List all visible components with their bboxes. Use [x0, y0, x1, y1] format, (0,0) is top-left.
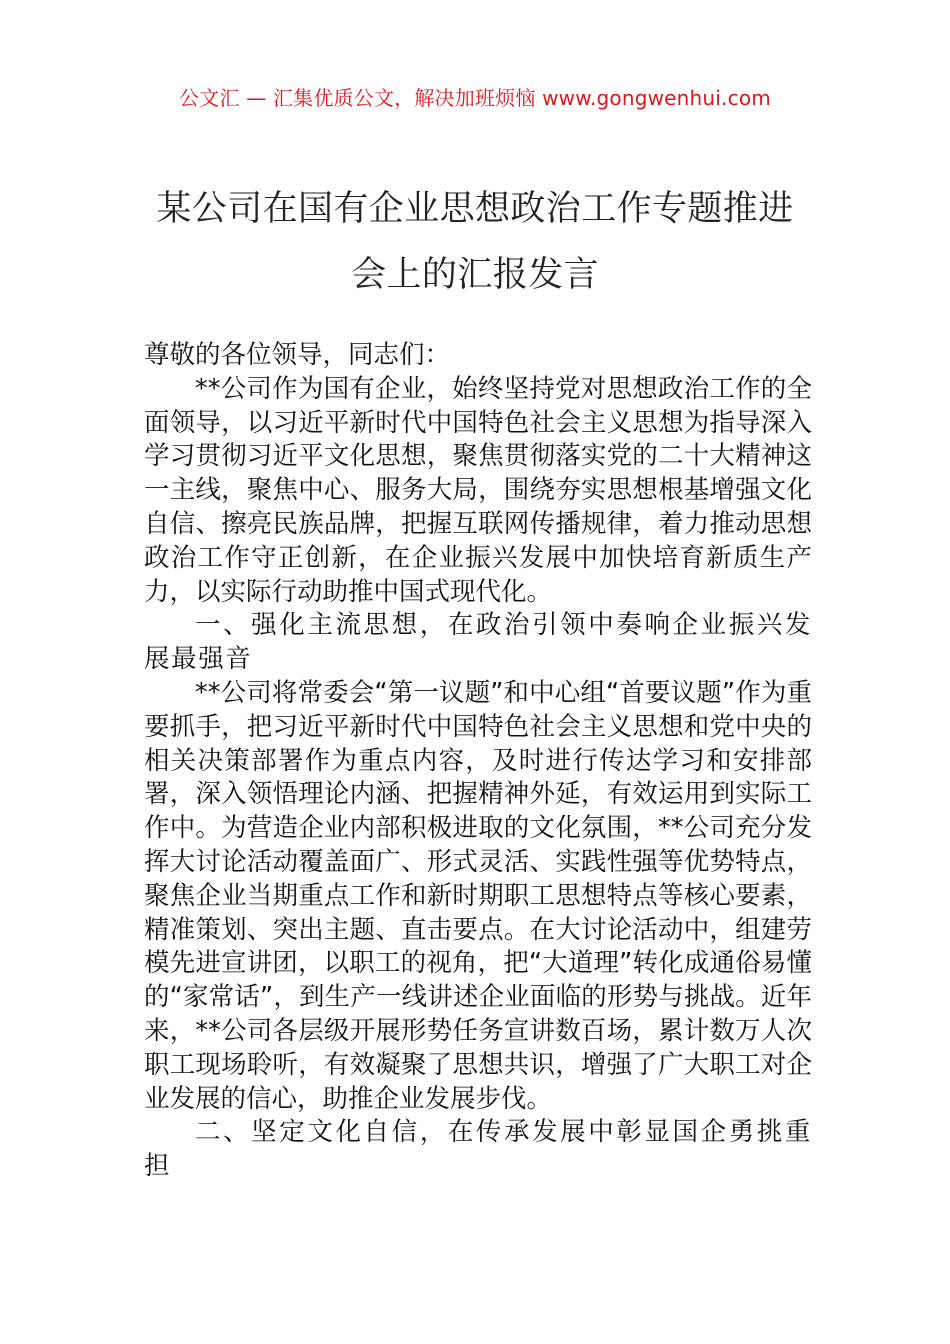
- document-body: [144, 339, 812, 1184]
- paragraph-section-1: **公司将常委会“第一议题”和中心组“首要议题”作为重要抓手，把习近平新时代中国特色社会主义思想和党中央的相关决策部署作为重点内容，及时进行传达学习和安排部署，深入领悟理论内涵、把握精神外延，有效运用到实际工作中。为营造企业内部积极进取的文化氛围，**公司充分发挥大讨论活动覆盖面广、形式灵活、实践性强等优势特点，聚焦企业当期重点工作和新时期职工思想特点等核心要素，精准策划、突出主题、直击要点。在大讨论活动中，组建劳模先进宣讲团，以职工的视角，把“大道理”转化成通俗易懂的“家常话”，到生产一线讲述企业面临的形势与挑战。近年来，**公司各层级开展形势任务宣讲数百场，累计数万人次职工现场聆听，有效凝聚了思想共识，增强了广大职工对企业发展的信心，助推企业发展步伐。: [144, 677, 812, 1114]
- salutation: 尊敬的各位领导，同志们：: [144, 340, 451, 370]
- section-heading-2: 二、坚定文化自信，在传承发展中彰显国企勇挑重担: [144, 1117, 812, 1182]
- title-line-1: 某公司在国有企业思想政治工作专题推进: [156, 189, 794, 229]
- site-banner: 公文汇 — 汇集优质公文，解决加班烦恼 www.gongwenhui.com: [179, 86, 771, 110]
- paragraph-intro: **公司作为国有企业，始终坚持党对思想政治工作的全面领导，以习近平新时代中国特色社会主义思想为指导深入学习贯彻习近平文化思想，聚焦贯彻落实党的二十大精神这一主线，聚焦中心、服务大局，围绕夯实思想根基增强文化自信、擦亮民族品牌，把握互联网传播规律，着力推动思想政治工作守正创新，在企业振兴发展中加快培育新质生产力，以实际行动助推中国式现代化。: [144, 373, 812, 607]
- title-line-2: 会上的汇报发言: [351, 255, 599, 295]
- section-heading-1: 一、强化主流思想，在政治引领中奏响企业振兴发展最强音: [144, 610, 812, 675]
- document-title: [0, 176, 950, 308]
